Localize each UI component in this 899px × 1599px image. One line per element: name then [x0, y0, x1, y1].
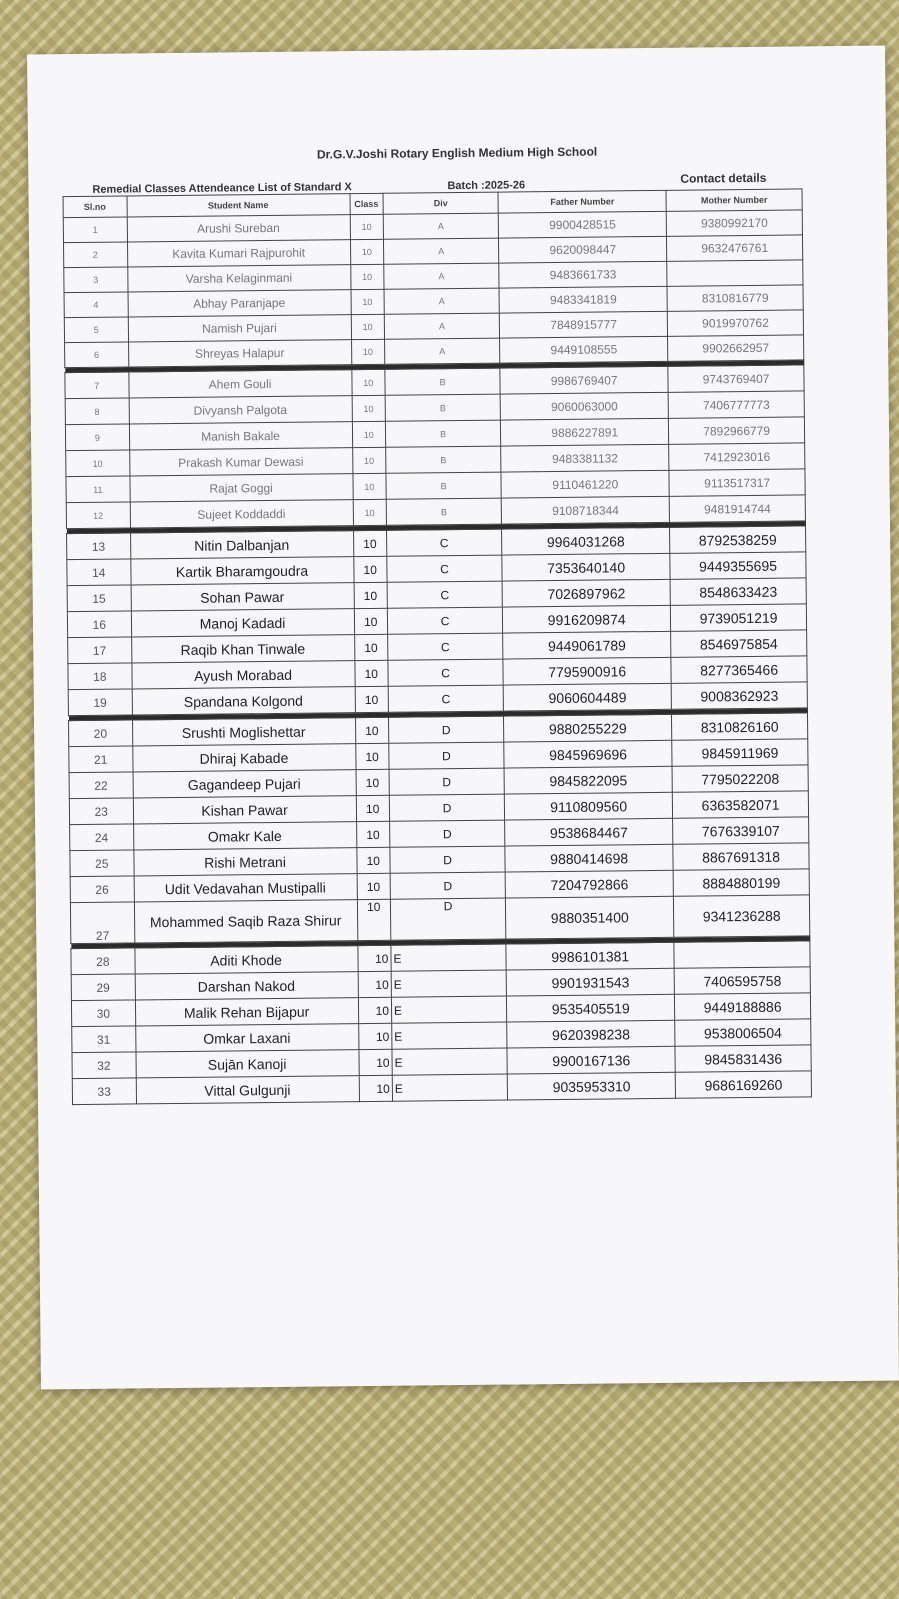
row-mother-number: 9632476761 — [667, 235, 803, 261]
row-slno: 21 — [69, 746, 133, 773]
contact-details-label: Contact details — [680, 170, 767, 186]
row-father-number: 9483341819 — [499, 286, 667, 313]
row-class: 10 — [353, 530, 387, 556]
row-slno: 1 — [63, 217, 127, 243]
row-div: E — [391, 944, 507, 971]
row-student-name: Shreyas Halapur — [128, 340, 351, 367]
row-div: D — [389, 768, 505, 795]
row-class: 10 — [351, 369, 385, 395]
row-father-number: 9986101381 — [506, 942, 674, 970]
row-student-name: Divyansh Palgota — [129, 396, 352, 424]
row-father-number: 9110461220 — [501, 470, 669, 498]
row-student-name: Arushi Sureban — [127, 215, 350, 242]
row-slno: 19 — [68, 689, 132, 716]
row-slno: 28 — [71, 948, 135, 975]
row-div: C — [387, 581, 503, 608]
row-div: D — [389, 794, 505, 821]
row-class: 10 — [356, 769, 390, 795]
row-student-name: Mohammed Saqib Raza Shirur — [134, 900, 357, 943]
row-div: C — [388, 659, 504, 686]
header-div: Div — [383, 192, 498, 214]
row-father-number: 9845969696 — [504, 740, 672, 768]
header-father-number: Father Number — [498, 190, 666, 213]
row-mother-number: 9538006504 — [675, 1019, 811, 1046]
row-class: 10 — [350, 214, 384, 239]
row-slno: 15 — [67, 585, 131, 612]
row-slno: 22 — [69, 772, 133, 799]
row-div: C — [388, 633, 504, 660]
row-slno: 5 — [64, 317, 128, 343]
row-class: 10 — [358, 971, 392, 997]
row-father-number: 7795900916 — [503, 657, 671, 685]
row-student-name: Omakr Kale — [133, 822, 356, 850]
row-father-number: 9900167136 — [507, 1046, 675, 1074]
row-div: D — [390, 846, 506, 873]
row-class: 10 — [359, 1049, 393, 1075]
row-class: 10 — [355, 686, 389, 712]
row-student-name: Spandana Kolgond — [132, 687, 355, 715]
row-father-number: 9986769407 — [500, 366, 668, 394]
row-div: E — [391, 996, 507, 1023]
row-father-number: 9620398238 — [507, 1020, 675, 1048]
row-mother-number: 8310816779 — [667, 285, 803, 311]
row-father-number: 9880255229 — [504, 714, 672, 742]
row-slno: 13 — [67, 533, 131, 560]
row-father-number: 7353640140 — [502, 553, 670, 581]
row-class: 10 — [353, 499, 387, 525]
row-father-number: 9900428515 — [498, 211, 666, 238]
row-slno: 9 — [65, 424, 129, 451]
header-slno: Sl.no — [63, 196, 127, 218]
row-father-number: 9901931543 — [506, 968, 674, 996]
row-div: B — [386, 472, 502, 499]
row-div: E — [392, 1074, 508, 1101]
row-student-name: Srushti Moglishettar — [132, 718, 355, 746]
header-student-name: Student Name — [127, 194, 350, 217]
header-mother-number: Mother Number — [666, 189, 802, 211]
row-class: 10 — [354, 634, 388, 660]
row-father-number: 7848915777 — [499, 311, 667, 338]
row-class: 10 — [350, 239, 384, 264]
row-mother-number: 8546975854 — [671, 630, 807, 657]
row-student-name: Gagandeep Pujari — [133, 770, 356, 798]
row-father-number: 9964031268 — [502, 527, 670, 555]
row-class: 10 — [358, 1023, 392, 1049]
row-father-number: 9483381132 — [501, 444, 669, 472]
row-class: 10 — [354, 582, 388, 608]
row-mother-number: 9743769407 — [668, 365, 804, 392]
row-mother-number: 9380992170 — [666, 210, 802, 236]
row-div: D — [390, 898, 506, 940]
row-mother-number: 8884880199 — [673, 869, 809, 896]
row-mother-number: 9845831436 — [675, 1045, 811, 1072]
row-student-name: Vittal Gulgunji — [136, 1076, 359, 1104]
row-student-name: Kavita Kumari Rajpurohit — [127, 240, 350, 267]
row-class: 10 — [356, 821, 390, 847]
row-slno: 18 — [68, 663, 132, 690]
row-father-number: 9538684467 — [505, 818, 673, 846]
row-mother-number: 9113517317 — [669, 469, 805, 496]
row-slno: 10 — [66, 450, 130, 477]
row-student-name: Prakash Kumar Dewasi — [129, 448, 352, 476]
row-mother-number: 7406595758 — [674, 967, 810, 994]
row-student-name: Rajat Goggi — [129, 474, 352, 502]
row-student-name: Kishan Pawar — [133, 796, 356, 824]
row-mother-number: 9019970762 — [667, 310, 803, 336]
row-class: 10 — [356, 795, 390, 821]
row-mother-number: 9449188886 — [675, 993, 811, 1020]
row-mother-number: 7406777773 — [668, 391, 804, 418]
row-student-name: Kartik Bharamgoudra — [130, 557, 353, 585]
row-mother-number: 9686169260 — [675, 1071, 811, 1098]
row-div: B — [385, 420, 501, 447]
row-slno: 2 — [64, 242, 128, 268]
row-student-name: Udit Vedavahan Mustipalli — [134, 874, 357, 902]
row-father-number: 9449061789 — [503, 631, 671, 659]
row-student-name: Manish Bakale — [129, 422, 352, 450]
row-student-name: Sohan Pawar — [131, 583, 354, 611]
row-mother-number: 9902662957 — [668, 335, 804, 361]
row-slno: 7 — [65, 372, 129, 399]
row-father-number: 9880414698 — [505, 844, 673, 872]
row-class: 10 — [356, 847, 390, 873]
row-mother-number: 8867691318 — [673, 843, 809, 870]
row-slno: 12 — [66, 502, 130, 529]
row-father-number: 9620098447 — [499, 236, 667, 263]
row-mother-number — [674, 941, 810, 968]
row-div: E — [392, 1022, 508, 1049]
row-student-name: Raqib Khan Tinwale — [131, 635, 354, 663]
row-mother-number: 8548633423 — [670, 578, 806, 605]
row-student-name: Abhay Paranjape — [128, 290, 351, 317]
row-class: 10 — [355, 717, 389, 743]
row-mother-number: 7892966779 — [669, 417, 805, 444]
row-slno: 33 — [72, 1078, 136, 1105]
row-student-name: Rishi Metrani — [133, 848, 356, 876]
attendance-table — [63, 188, 812, 1105]
row-div: A — [384, 288, 500, 314]
row-father-number: 9483661733 — [499, 261, 667, 288]
row-mother-number: 9449355695 — [670, 552, 806, 579]
row-div: D — [389, 742, 505, 769]
row-slno: 24 — [70, 824, 134, 851]
row-class: 10 — [359, 1075, 393, 1101]
row-student-name: Sujeet Koddaddi — [130, 500, 353, 528]
row-mother-number: 8277365466 — [671, 656, 807, 683]
row-div: B — [385, 368, 501, 395]
row-mother-number: 6363582071 — [673, 791, 809, 818]
header-class: Class — [350, 193, 384, 214]
row-class: 10 — [351, 314, 385, 339]
row-class: 10 — [357, 945, 391, 971]
row-student-name: Ayush Morabad — [131, 661, 354, 689]
row-class: 10 — [352, 447, 386, 473]
row-mother-number: 9739051219 — [671, 604, 807, 631]
table-body — [63, 210, 811, 1105]
row-slno: 3 — [64, 267, 128, 293]
row-mother-number — [667, 260, 803, 286]
row-father-number: 9060063000 — [500, 392, 668, 420]
row-slno: 25 — [70, 850, 134, 877]
row-student-name: Nitin Dalbanjan — [130, 531, 353, 559]
row-div: A — [384, 338, 500, 364]
row-student-name: Manoj Kadadi — [131, 609, 354, 637]
row-div: A — [384, 263, 500, 289]
row-class: 10 — [358, 997, 392, 1023]
row-slno: 23 — [69, 798, 133, 825]
row-class: 10 — [357, 873, 391, 899]
row-div: B — [386, 498, 502, 525]
row-div: A — [383, 213, 499, 239]
row-mother-number: 7412923016 — [669, 443, 805, 470]
row-div: C — [387, 555, 503, 582]
row-div: D — [390, 872, 506, 899]
row-student-name: Varsha Kelaginmani — [127, 265, 350, 292]
row-slno: 14 — [67, 559, 131, 586]
row-class: 10 — [354, 660, 388, 686]
list-title: Remedial Classes Attendeance List of Standard X — [92, 181, 352, 196]
row-div: A — [384, 313, 500, 339]
row-father-number: 9535405519 — [507, 994, 675, 1022]
row-father-number: 9916209874 — [503, 605, 671, 633]
row-student-name: Dhiraj Kabade — [132, 744, 355, 772]
row-class: 10 — [355, 743, 389, 769]
row-father-number: 9845822095 — [504, 766, 672, 794]
row-slno: 31 — [72, 1026, 136, 1053]
row-student-name: Malik Rehan Bijapur — [135, 998, 358, 1026]
row-mother-number: 7676339107 — [673, 817, 809, 844]
attendance-sheet — [27, 46, 899, 1390]
row-father-number: 7026897962 — [502, 579, 670, 607]
row-div: B — [386, 446, 502, 473]
row-div: B — [385, 394, 501, 421]
row-slno: 20 — [69, 720, 133, 747]
row-father-number: 9108718344 — [501, 496, 669, 524]
row-father-number: 9035953310 — [507, 1072, 675, 1100]
row-class: 10 — [352, 421, 386, 447]
row-student-name: Darshan Nakod — [135, 972, 358, 1000]
row-mother-number: 7795022208 — [672, 765, 808, 792]
row-class: 10 — [350, 264, 384, 289]
row-slno: 4 — [64, 292, 128, 318]
row-div: E — [392, 1048, 508, 1075]
row-student-name: Ahem Gouli — [128, 370, 351, 398]
row-slno: 26 — [70, 876, 134, 903]
row-class: 10 — [354, 608, 388, 634]
batch-label: Batch :2025-26 — [447, 179, 526, 193]
row-mother-number: 9845911969 — [672, 739, 808, 766]
row-div: D — [388, 716, 504, 743]
row-mother-number: 9008362923 — [671, 682, 807, 709]
row-student-name: Aditi Khode — [134, 946, 357, 974]
row-mother-number: 9341236288 — [674, 895, 810, 937]
school-name: Dr.G.V.Joshi Rotary English Medium High School — [316, 144, 598, 162]
row-slno: 32 — [72, 1052, 136, 1079]
row-div: A — [383, 238, 499, 264]
row-mother-number: 8310826160 — [672, 713, 808, 740]
row-class: 10 — [357, 899, 391, 940]
row-slno: 29 — [71, 974, 135, 1001]
row-father-number: 9449108555 — [500, 336, 668, 363]
row-mother-number: 8792538259 — [670, 526, 806, 553]
row-father-number: 7204792866 — [505, 870, 673, 898]
row-slno: 16 — [67, 611, 131, 638]
row-class: 10 — [352, 395, 386, 421]
row-slno: 30 — [71, 1000, 135, 1027]
row-mother-number: 9481914744 — [669, 495, 805, 522]
row-student-name: Sujān Kanoji — [136, 1050, 359, 1078]
row-slno: 6 — [65, 342, 129, 368]
row-class: 10 — [353, 556, 387, 582]
row-div: C — [387, 607, 503, 634]
row-slno: 11 — [66, 476, 130, 503]
row-father-number: 9110809560 — [504, 792, 672, 820]
row-slno: 27 — [70, 902, 134, 944]
row-div: C — [388, 685, 504, 712]
row-class: 10 — [352, 473, 386, 499]
row-class: 10 — [351, 339, 385, 364]
row-div: D — [390, 820, 506, 847]
row-div: E — [391, 970, 507, 997]
row-father-number: 9060604489 — [503, 683, 671, 711]
row-father-number: 9886227891 — [501, 418, 669, 446]
row-student-name: Namish Pujari — [128, 315, 351, 342]
row-class: 10 — [351, 289, 385, 314]
row-slno: 8 — [65, 398, 129, 425]
row-father-number: 9880351400 — [506, 896, 674, 939]
row-slno: 17 — [68, 637, 132, 664]
row-div: C — [386, 529, 502, 556]
row-student-name: Omkar Laxani — [135, 1024, 358, 1052]
